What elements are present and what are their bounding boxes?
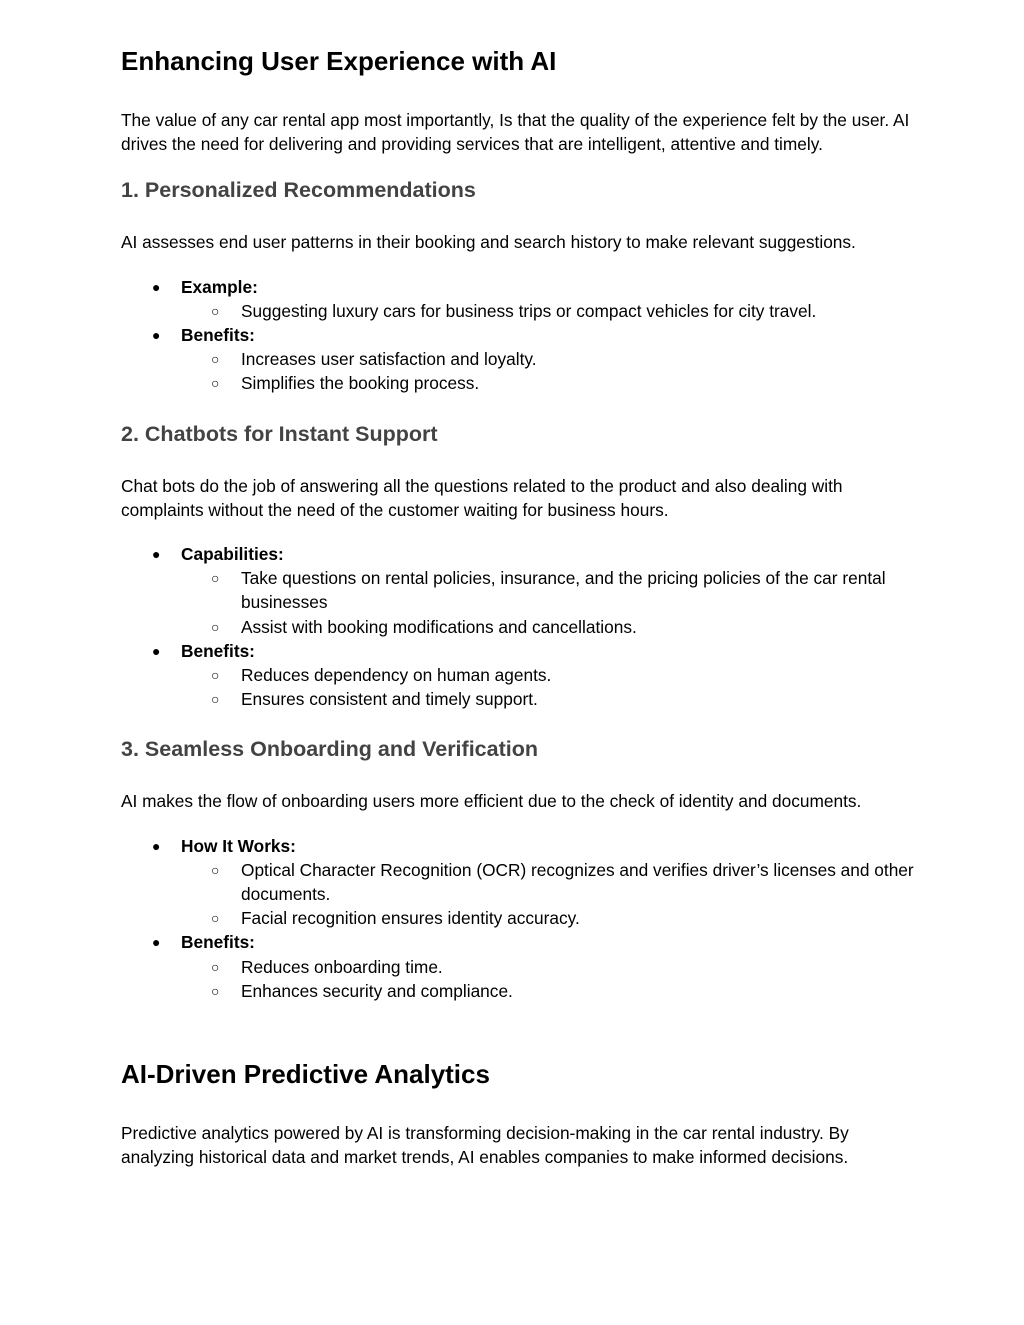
sub-list-item [181,906,914,930]
sub-list-item [181,347,914,371]
sub-list [181,299,914,323]
list-item-label: How It Works: [181,835,296,856]
sub-list [181,858,914,931]
sub-list-item-text: Ensures consistent and timely support. [241,689,538,710]
bullet-circle-icon: ○ [211,958,220,975]
sub-list-item-text: Reduces dependency on human agents. [241,665,552,686]
sub-list [181,347,914,395]
sub-list-item-text: Suggesting luxury cars for business trips or compact vehicles for city travel. [241,300,817,321]
bullet-list-chatbots [121,542,914,711]
sub-list-item [181,663,914,687]
subsection-heading-onboarding: 3. Seamless Onboarding and Verification [121,737,538,762]
subsection-heading-personalized: 1. Personalized Recommendations [121,178,476,203]
list-item-label: Example: [181,276,258,297]
bullet-circle-icon: ○ [211,667,220,684]
sub-list-item [181,371,914,395]
bullet-circle-icon: ○ [211,618,220,635]
sub-list-item [181,299,914,323]
sub-list-item [181,858,914,906]
subsection-intro-chatbots: Chat bots do the job of answering all the questions related to the product and also dealing with complaints without the need of the customer waiting for business hours. [121,475,843,520]
list-item [121,542,914,639]
bullet-circle-icon: ○ [211,302,220,319]
bullet-circle-icon: ○ [211,375,220,392]
list-item [121,639,914,712]
bullet-circle-icon: ○ [211,861,220,878]
sub-list-item-text: Take questions on rental policies, insurance, and the pricing policies of the car rental businesses [241,568,886,613]
sub-list-item-text: Increases user satisfaction and loyalty. [241,349,537,370]
sub-list-item [181,687,914,711]
bullet-list-onboarding [121,834,914,1003]
subsection-intro-personalized: AI assesses end user patterns in their booking and search history to make relevant suggestions. [121,232,856,253]
section-heading-enhancing-ux: Enhancing User Experience with AI [121,46,557,76]
sub-list-item-text: Facial recognition ensures identity accuracy. [241,908,580,929]
bullet-list-personalized [121,275,914,396]
section-intro-enhancing-ux: The value of any car rental app most importantly, Is that the quality of the experience felt by the user. AI drives the need for delivering and providing services that are intelligent, attentive and timely. [121,110,910,155]
list-item-label: Capabilities: [181,544,284,565]
list-item [121,834,914,931]
bullet-disc-icon: ● [152,278,161,295]
bullet-disc-icon: ● [152,934,161,951]
bullet-disc-icon: ● [152,642,161,659]
sub-list-item [181,955,914,979]
sub-list-item-text: Reduces onboarding time. [241,956,443,977]
sub-list [181,566,914,639]
sub-list-item [181,566,914,614]
list-item [121,323,914,396]
bullet-circle-icon: ○ [211,351,220,368]
bullet-circle-icon: ○ [211,570,220,587]
subsection-heading-chatbots: 2. Chatbots for Instant Support [121,421,438,446]
sub-list-item-text: Simplifies the booking process. [241,373,480,394]
sub-list-item-text: Enhances security and compliance. [241,980,513,1001]
sub-list-item [181,615,914,639]
sub-list [181,955,914,1003]
bullet-disc-icon: ● [152,327,161,344]
section-intro-predictive-analytics: Predictive analytics powered by AI is transforming decision-making in the car rental industry. By analyzing historical data and market trends, AI enables companies to make informed decisions. [121,1123,849,1168]
bullet-disc-icon: ● [152,546,161,563]
sub-list-item-text: Assist with booking modifications and cancellations. [241,616,637,637]
sub-list-item-text: Optical Character Recognition (OCR) recognizes and verifies driver’s licenses and other documents. [241,859,914,905]
sub-list-item [181,979,914,1003]
section-heading-predictive-analytics: AI-Driven Predictive Analytics [121,1059,490,1090]
list-item [121,930,914,1003]
subsection-intro-onboarding: AI makes the flow of onboarding users more efficient due to the check of identity and documents. [121,791,862,812]
list-item-label: Benefits: [181,325,255,346]
list-item [121,275,914,323]
list-item-label: Benefits: [181,640,255,661]
bullet-circle-icon: ○ [211,691,220,708]
bullet-disc-icon: ● [152,837,161,854]
bullet-circle-icon: ○ [211,982,220,999]
list-item-label: Benefits: [181,932,255,953]
sub-list [181,663,914,711]
bullet-circle-icon: ○ [211,910,220,927]
